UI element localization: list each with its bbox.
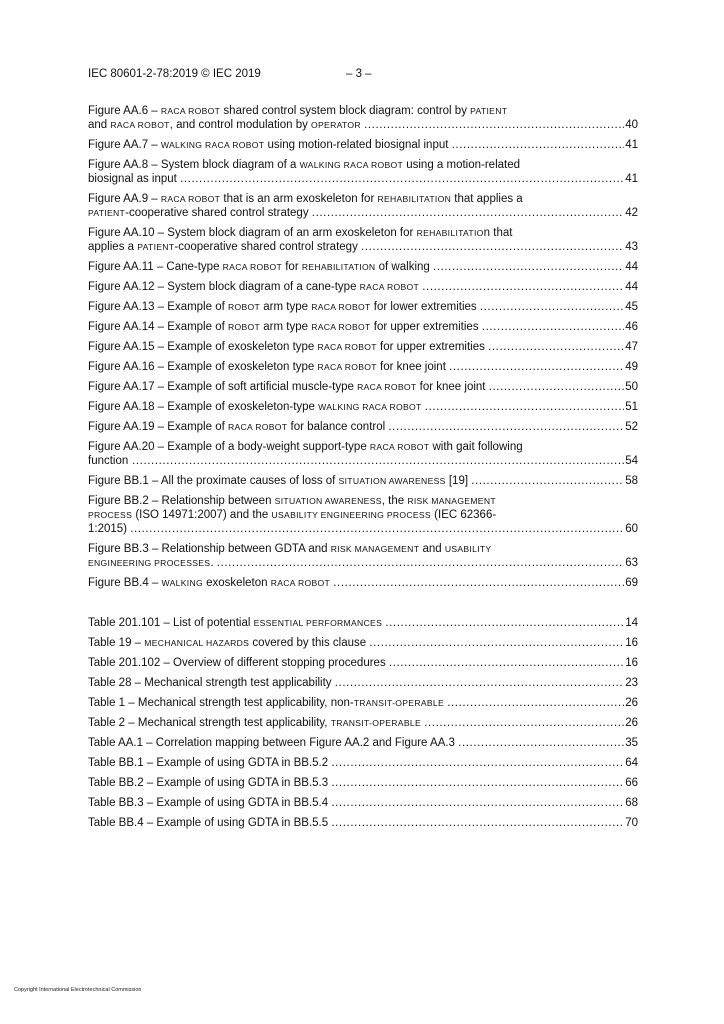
defined-term: WALKING [161,578,203,588]
figure-entry-title-line [88,556,624,570]
defined-term: ROBOT [228,302,261,312]
figure-entry-title [88,542,624,570]
title-text [422,401,425,413]
defined-term: MECHANICAL HAZARDS [144,638,250,648]
title-text [361,119,364,131]
title-text: Figure AA.16 – Example of exoskeleton type [88,361,318,373]
title-text: Figure AA.12 – System block diagram of a cane-type [88,281,360,293]
figure-entry[interactable] [88,158,638,186]
figure-entry-page-number: 42 [625,207,638,219]
figure-entry-page-number: 41 [625,173,638,185]
title-text: of walking [375,261,433,273]
figure-entry-page-number: 40 [625,119,638,131]
table-entry[interactable] [88,616,638,630]
defined-term: PATIENT [88,208,126,218]
title-text [382,617,385,629]
figure-entry-page-number: 60 [625,523,638,535]
title-text: Figure BB.2 – Relationship between [88,495,275,507]
defined-term: RACA ROBOT [222,262,283,272]
figure-entry[interactable] [88,192,638,220]
title-text: Table 1 – Mechanical strength test applicability, non- [88,697,354,709]
figure-entry[interactable] [88,542,638,570]
defined-term: WALKING RACA ROBOT [299,160,404,170]
figure-entry-page-number: 41 [625,139,638,151]
title-text: that applies a [451,193,523,205]
figure-entry-title [88,260,624,274]
title-text: for knee joint [416,381,489,393]
figure-entry-title [88,440,624,468]
figure-entry-title [88,576,624,590]
figure-entry-page-number: 63 [625,557,638,569]
table-entry-title [88,616,624,630]
table-entry-page-number: 64 [625,757,638,769]
table-entry-page-number: 26 [625,717,638,729]
figure-entry-page-number: 51 [625,401,638,413]
figure-entry-title-line [88,380,624,394]
figure-entry-page-number: 44 [625,281,638,293]
table-entry-title-line [88,796,624,810]
figure-entry-title [88,360,624,374]
figure-entry-title [88,380,624,394]
figure-entry-title [88,340,624,354]
figure-entry-page-number: 43 [625,241,638,253]
defined-term: RISK MANAGEMENT [407,496,496,506]
table-entry[interactable] [88,776,638,790]
title-text: Figure AA.9 – [88,193,161,205]
figure-entry-title-line [88,542,624,556]
list-of-figures [88,104,638,596]
figure-entry[interactable] [88,280,638,294]
defined-term: USABILITY [444,544,492,554]
table-entry[interactable] [88,736,638,750]
table-entry[interactable] [88,676,638,690]
title-text: covered by this clause [249,637,370,649]
title-text: Figure AA.14 – Example of [88,321,228,333]
defined-term: REHABILITATION [377,194,452,204]
header-title: IEC 80601-2-78:2019 © IEC 2019 [88,68,261,80]
defined-term: RACA ROBOT [317,362,377,372]
table-entry[interactable] [88,816,638,830]
title-text: Figure AA.17 – Example of soft artificial muscle-type [88,381,358,393]
defined-term: ENGINEERING PROCESSES [88,558,211,568]
figure-entry-title-line [88,172,624,186]
table-entry-title-line [88,696,624,710]
table-entry-page-number: 16 [625,657,638,669]
title-text: . [210,557,217,569]
table-entry[interactable] [88,796,638,810]
defined-term: SITUATION AWARENESS [338,476,446,486]
defined-term: RACA ROBOT [359,282,420,292]
table-entry-page-number: 26 [625,697,638,709]
figure-entry[interactable] [88,226,638,254]
table-entry-title [88,636,624,650]
table-entry-title-line [88,756,624,770]
table-entry-title-line [88,716,624,730]
figure-entry-title-line [88,454,624,468]
title-text: Figure AA.13 – Example of [88,301,228,313]
title-text: , the [381,495,408,507]
figure-entry-page-number: 47 [625,341,638,353]
title-text: (IEC 62366- [430,509,497,521]
title-text: Table BB.3 – Example of using GDTA in BB.5.4 [88,797,332,809]
table-entry-title [88,716,624,730]
defined-term: RACA ROBOT [311,322,371,332]
title-text: Figure AA.6 – [88,105,161,117]
table-entry-page-number: 35 [625,737,638,749]
table-entry-title [88,796,624,810]
title-text: Figure BB.4 – [88,577,162,589]
figure-entry-page-number: 58 [625,475,638,487]
title-text [419,281,422,293]
defined-term: PATIENT [470,106,508,116]
defined-term: RACA ROBOT [160,194,221,204]
figure-entry[interactable] [88,400,638,414]
defined-term: REHABILITATION [301,262,376,272]
figure-entry-title-line [88,158,624,172]
defined-term: RACA ROBOT [228,422,288,432]
title-text: and [88,119,111,131]
figure-entry[interactable] [88,300,638,314]
title-text: -cooperative shared control strategy [174,241,362,253]
title-text: Figure AA.19 – Example of [88,421,228,433]
defined-term: TRANSIT-OPERABLE [353,698,444,708]
page-header [88,68,372,80]
table-entry[interactable] [88,696,638,710]
figure-entry-page-number: 44 [625,261,638,273]
table-entry-page-number: 23 [625,677,638,689]
title-text: Table AA.1 – Correlation mapping between Figure AA.2 and Figure AA.3 [88,737,459,749]
figure-entry-title [88,280,624,294]
table-entry[interactable] [88,656,638,670]
table-entry-title-line [88,636,624,650]
figure-entry-title [88,494,624,536]
title-text: Figure AA.15 – Example of exoskeleton type [88,341,318,353]
table-entry-title [88,816,624,830]
figure-entry-title-line [88,576,624,590]
defined-term: USABILITY ENGINEERING PROCESS [271,510,431,520]
defined-term: RISK MANAGEMENT [330,544,420,554]
figure-entry-title [88,192,624,220]
defined-term: OPERATOR [311,120,361,130]
title-text: n that [483,227,513,239]
table-entry-page-number: 16 [625,637,638,649]
figure-entry-title [88,474,624,488]
table-entry-title [88,736,624,750]
figure-entry-title [88,226,624,254]
table-entry-page-number: 70 [625,817,638,829]
figure-entry-title-line [88,260,624,274]
title-text: for [282,261,302,273]
title-text: Table BB.2 – Example of using GDTA in BB.5.3 [88,777,332,789]
figure-entry-title-line [88,522,624,536]
figure-entry-title-line [88,508,624,522]
figure-entry-title [88,138,624,152]
figure-entry-page-number: 69 [625,577,638,589]
title-text: Table 201.101 – List of potential [88,617,254,629]
defined-term: TRANSIT-OPERABLE [330,718,421,728]
title-text: Figure AA.8 – System block diagram of a [88,159,300,171]
table-entry-title [88,676,624,690]
table-entry[interactable] [88,756,638,770]
figure-entry-title-line [88,104,624,118]
title-text: Figure AA.11 – Cane-type [88,261,223,273]
figure-entry-title-line [88,360,624,374]
title-text: with gait following [429,441,523,453]
table-entry-title-line [88,616,624,630]
figure-entry-page-number: 49 [625,361,638,373]
title-text: , and control modulation by [169,119,312,131]
figure-entry-title-line [88,206,624,220]
defined-term: REHABILITATIO [416,228,484,238]
title-text: Table 201.102 – Overview of different stopping procedures [88,657,389,669]
title-text: Figure AA.7 – [88,139,161,151]
table-entry-title-line [88,776,624,790]
defined-term: PATIENT [137,242,175,252]
figure-entry-title-line [88,320,624,334]
figure-entry-page-number: 52 [625,421,638,433]
figure-entry[interactable] [88,260,638,274]
figure-entry[interactable] [88,420,638,434]
title-text: applies a [88,241,138,253]
figure-entry-title [88,104,624,132]
table-entry-page-number: 68 [625,797,638,809]
title-text: using a motion-related [403,159,521,171]
title-text: for knee joint [376,361,450,373]
title-text: for balance control [287,421,389,433]
title-text: Figure BB.3 – Relationship between GDTA and [88,543,331,555]
figure-entry-title [88,320,624,334]
figure-entry-title-line [88,420,624,434]
title-text: for upper extremities [376,341,489,353]
figure-entry-page-number: 50 [625,381,638,393]
figure-entry-title-line [88,400,624,414]
figure-entry-title-line [88,118,624,132]
figure-entry[interactable] [88,380,638,394]
title-text: function [88,455,129,467]
header-page-number: – 3 – [346,68,372,80]
figure-entry[interactable] [88,576,638,590]
figure-entry-title-line [88,280,624,294]
copyright-footer: Copyright International Electrotechnical Commission [14,987,142,993]
figure-entry[interactable] [88,474,638,488]
defined-term: RACA ROBOT [110,120,170,130]
figure-entry-title-line [88,138,624,152]
title-text: Figure AA.18 – Example of exoskeleton-type [88,401,319,413]
figure-entry[interactable] [88,360,638,374]
figure-entry-title-line [88,494,624,508]
figure-entry[interactable] [88,138,638,152]
defined-term: WALKING RACA ROBOT [318,402,422,412]
title-text: biosignal as input [88,173,181,185]
defined-term: ESSENTIAL PERFORMANCES [253,618,383,628]
table-entry-title [88,756,624,770]
defined-term: ROBOT [228,322,261,332]
defined-term: RACA ROBOT [357,382,417,392]
figure-entry-page-number: 46 [625,321,638,333]
figure-entry-page-number: 45 [625,301,638,313]
table-entry-title-line [88,656,624,670]
title-text: 1:2015) [88,523,131,535]
title-text: (ISO 14971:2007) and the [132,509,272,521]
title-text: shared control system block diagram: control by [220,105,471,117]
title-text: that is an arm exoskeleton for [220,193,378,205]
title-text [330,577,333,589]
figure-entry[interactable] [88,494,638,536]
figure-entry-title-line [88,440,624,454]
table-entry-title [88,696,624,710]
title-text: Figure AA.10 – System block diagram of an arm exoskeleton for [88,227,417,239]
defined-term: RACA ROBOT [369,442,430,452]
table-entry[interactable] [88,636,638,650]
figure-entry[interactable] [88,320,638,334]
title-text: Table 2 – Mechanical strength test applicability, [88,717,331,729]
title-text: Figure BB.1 – All the proximate causes of loss of [88,475,339,487]
title-text: using motion-related biosignal input [264,139,452,151]
defined-term: RACA ROBOT [270,578,331,588]
figure-entry[interactable] [88,440,638,468]
defined-term: PROCESS [88,510,133,520]
figure-entry-title [88,300,624,314]
defined-term: WALKING RACA ROBOT [160,140,265,150]
figure-entry-page-number: 54 [625,455,638,467]
table-entry-title-line [88,676,624,690]
title-text [421,717,424,729]
table-entry-page-number: 14 [625,617,638,629]
table-entry-page-number: 66 [625,777,638,789]
title-text: for upper extremities [370,321,482,333]
figure-entry[interactable] [88,340,638,354]
table-entry-title [88,776,624,790]
title-text: for lower extremities [370,301,480,313]
figure-entry-title-line [88,300,624,314]
figure-entry-title-line [88,240,624,254]
table-entry-title-line [88,816,624,830]
figure-entry-title-line [88,340,624,354]
table-entry-title [88,656,624,670]
title-text [444,697,447,709]
table-entry[interactable] [88,716,638,730]
figure-entry-title-line [88,226,624,240]
figure-entry[interactable] [88,104,638,132]
table-entry-title-line [88,736,624,750]
title-text: arm type [260,321,312,333]
figure-entry-title-line [88,474,624,488]
title-text: and [419,543,445,555]
title-text: -cooperative shared control strategy [125,207,312,219]
title-text: Table 28 – Mechanical strength test applicability [88,677,335,689]
title-text: Figure AA.20 – Example of a body-weight support-type [88,441,370,453]
defined-term: RACA ROBOT [317,342,377,352]
title-text: [19] [445,475,472,487]
title-text: Table 19 – [88,637,145,649]
defined-term: RACA ROBOT [160,106,221,116]
defined-term: SITUATION AWARENESS [274,496,382,506]
title-text: arm type [260,301,312,313]
figure-entry-title [88,400,624,414]
list-of-tables [88,616,638,836]
title-text: Table BB.1 – Example of using GDTA in BB.5.2 [88,757,332,769]
title-text: Table BB.4 – Example of using GDTA in BB.5.5 [88,817,332,829]
figure-entry-title-line [88,192,624,206]
defined-term: RACA ROBOT [311,302,371,312]
figure-entry-title [88,158,624,186]
title-text: exoskeleton [202,577,271,589]
figure-entry-title [88,420,624,434]
